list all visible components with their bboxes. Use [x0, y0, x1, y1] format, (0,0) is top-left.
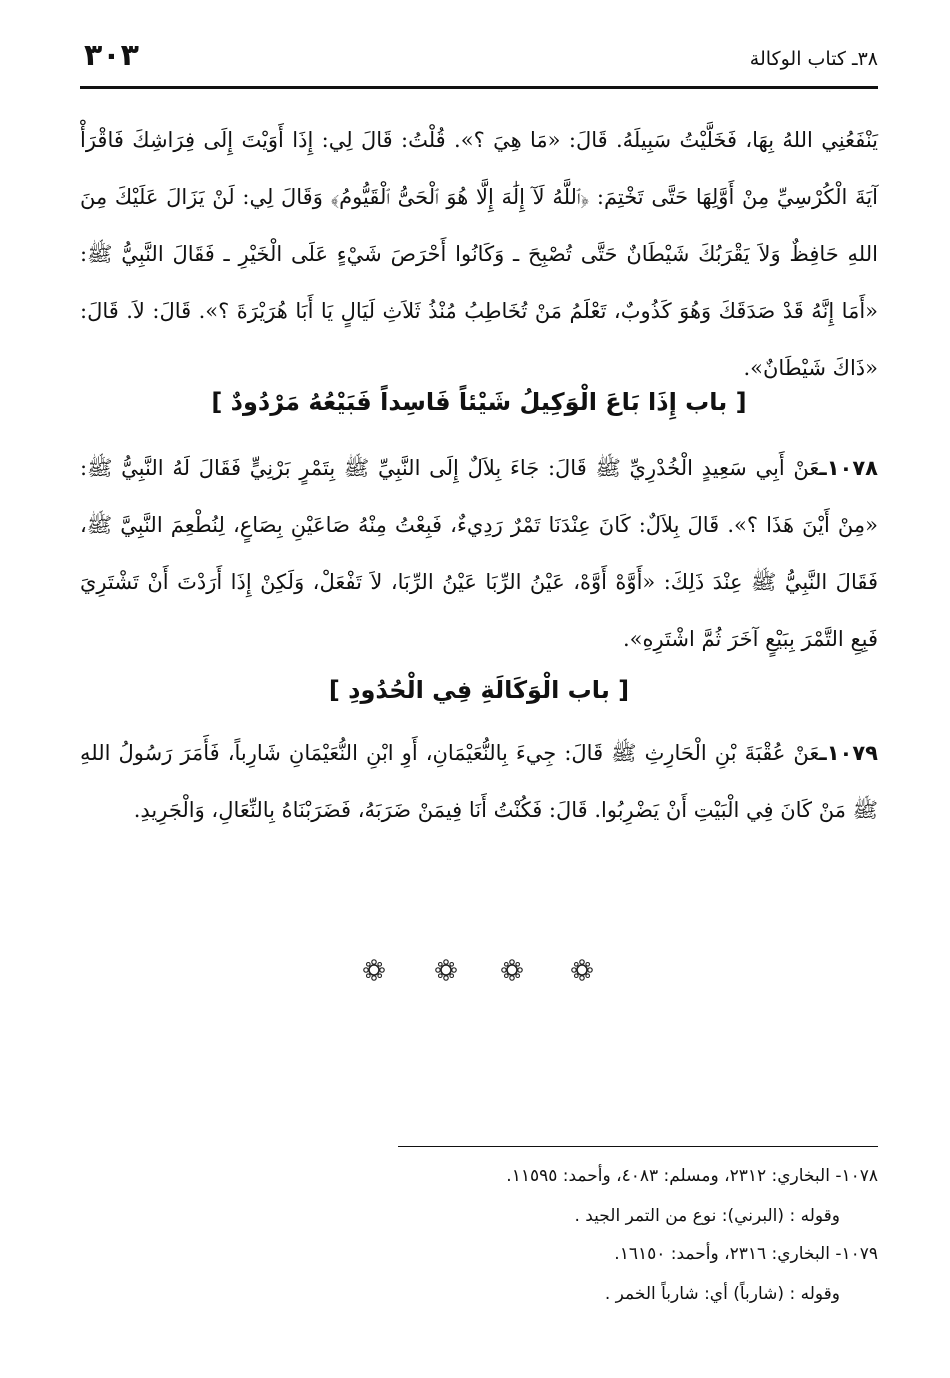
- header-rule: [80, 86, 878, 89]
- chapter-title: ٣٨ـ كتاب الوكالة: [749, 48, 878, 70]
- footnote-1079-gloss: وقوله : (شارباً) أي: شارباً الخمر .: [604, 1284, 840, 1304]
- flower-ornament-icon: [362, 958, 386, 982]
- intro-paragraph: يَنْفَعُنِي اللهُ بِهَا، فَخَلَّيْتُ سَبِيلَهُ. قَالَ: «مَا هِيَ ؟». قُلْتُ: قَالَ لِي: إِذَا أَوَيْتَ إِلَى فِرَاشِكَ فَاقْرَأْ آيَةَ الْكُرْسِيِّ مِنْ أَوَّلِهَا حَتَّى تَخْتِمَ: ﴿ٱللَّهُ لَآ إِلَٰهَ إِلَّا هُوَ ٱلْحَىُّ ٱلْقَيُّومُ﴾ وَقَالَ لِي: لَنْ يَزَالَ عَلَيْكَ مِنَ اللهِ حَافِظٌ وَلاَ يَقْرَبُكَ شَيْطَانٌ حَتَّى تُصْبِحَ ـ وَكَانُوا أَحْرَصَ شَيْءٍ عَلَى الْخَيْرِ ـ فَقَالَ النَّبِيُّ ﷺ: «أَمَا إِنَّهُ قَدْ صَدَقَكَ وَهُوَ كَذُوبٌ، تَعْلَمُ مَنْ تُخَاطِبُ مُنْذُ ثَلاَثِ لَيَالٍ يَا أَبَا هُرَيْرَةَ ؟». قَالَ: لاَ. قَالَ: «ذَاكَ شَيْطَانٌ».: [80, 128, 878, 380]
- footnote-1078-gloss: وقوله : (البرني): نوع من التمر الجيد .: [574, 1206, 840, 1226]
- hadith-text: عَنْ أَبِي سَعِيدٍ الْخُدْرِيِّ ﷺ قَالَ: جَاءَ بِلاَلٌ إِلَى النَّبِيِّ ﷺ بِتَمْرٍ بَرْنِيٍّ فَقَالَ لَهُ النَّبِيُّ ﷺ: «مِنْ أَيْنَ هَذَا ؟». قَالَ بِلاَلٌ: كَانَ عِنْدَنَا تَمْرٌ رَدِيءٌ، فَبِعْتُ مِنْهُ صَاعَيْنِ بِصَاعٍ، لِنُطْعِمَ النَّبِيَّ ﷺ، فَقَالَ النَّبِيُّ ﷺ عِنْدَ ذَلِكَ: «أَوَّهْ أَوَّهْ، عَيْنُ الرِّبَا عَيْنُ الرِّبَا، لاَ تَفْعَلْ، وَلَكِنْ إِذَا أَرَدْتَ أَنْ تَشْتَرِيَ فَبِعِ التَّمْرَ بِبَيْعٍ آخَرَ ثُمَّ اشْتَرِهِ».: [80, 456, 878, 651]
- flower-ornament-icon: [570, 958, 594, 982]
- section-end-ornaments: [340, 958, 600, 988]
- section-heading-2: [ باب الْوَكَالَةِ فِي الْحُدُودِ ]: [328, 676, 630, 704]
- section-heading-1: [ باب إِذَا بَاعَ الْوَكِيلُ شَيْئاً فَاسِداً فَبَيْعُهُ مَرْدُودٌ ]: [211, 388, 747, 416]
- hadith-number: ١٠٧٩ـ: [819, 741, 878, 765]
- hadith-text: عَنْ عُقْبَةَ بْنِ الْحَارِثِ ﷺ قَالَ: جِيءَ بِالنُّعَيْمَانِ، أَوِ ابْنِ النُّعَيْمَانِ شَارِباً، فَأَمَرَ رَسُولُ اللهِ ﷺ مَنْ كَانَ فِي الْبَيْتِ أَنْ يَضْرِبُوا. قَالَ: فَكُنْتُ أَنَا فِيمَنْ ضَرَبَهُ، فَضَرَبْنَاهُ بِالنِّعَالِ، وَالْجَرِيدِ.: [80, 741, 878, 822]
- hadith-1079: [80, 725, 878, 839]
- page-header: [80, 34, 878, 86]
- flower-ornament-icon: [500, 958, 524, 982]
- footnote-1079-source: ١٠٧٩- البخاري: ٢٣١٦، وأحمد: ١٦١٥٠.: [614, 1244, 878, 1264]
- flower-ornament-icon: [434, 958, 458, 982]
- hadith-1078: [80, 440, 878, 668]
- hadith-number: ١٠٧٨ـ: [819, 456, 878, 480]
- footnote-1078-source: ١٠٧٨- البخاري: ٢٣١٢، ومسلم: ٤٠٨٣، وأحمد: ١١٥٩٥.: [506, 1166, 878, 1186]
- footnote-rule: [398, 1146, 878, 1147]
- page-number: ٣٠٣: [84, 38, 139, 73]
